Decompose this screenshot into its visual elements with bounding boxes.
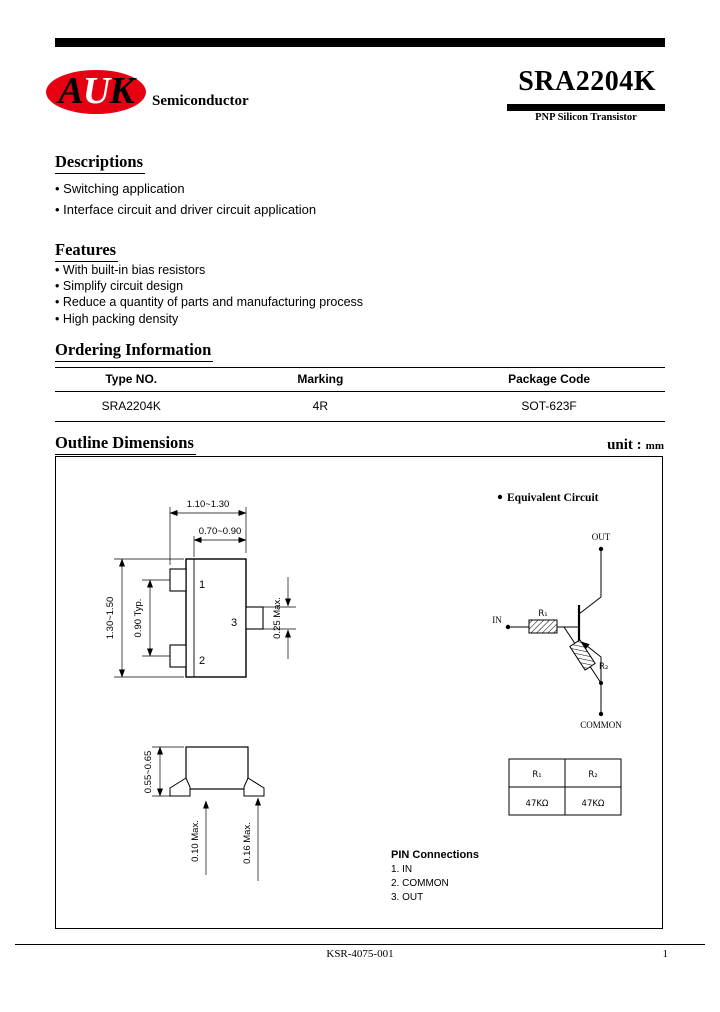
- rtable-value-r1: 47KΩ: [525, 799, 549, 809]
- out-terminal-dot: [599, 547, 603, 551]
- ordering-table: [55, 367, 665, 422]
- in-terminal-dot: [506, 625, 510, 629]
- common-terminal-label: COMMON: [580, 720, 622, 730]
- feature-item: • Simplify circuit design: [55, 278, 363, 294]
- part-type: PNP Silicon Transistor: [535, 112, 637, 123]
- equivalent-circuit-title: Equivalent Circuit: [507, 492, 599, 504]
- footer-rule: [15, 944, 705, 945]
- description-item: • Switching application: [55, 178, 316, 199]
- resistor-r2-label: R₂: [599, 662, 609, 672]
- ordering-header-row: [55, 368, 665, 392]
- pin3-number: 3: [230, 617, 238, 629]
- logo-letter-u: U: [82, 70, 110, 112]
- resistor-r1-label: R₁: [538, 609, 548, 619]
- feature-item: • Reduce a quantity of parts and manufacturing process: [55, 294, 363, 310]
- side-left-lead: [170, 778, 190, 796]
- descriptions-list: [55, 178, 316, 220]
- features-list: [55, 262, 363, 327]
- outline-drawing-box: [55, 456, 663, 929]
- dim-left-inner: 0.90 Typ.: [133, 598, 144, 638]
- ordering-data-row: [55, 392, 665, 422]
- outline-drawing: [56, 457, 662, 928]
- company-name: Semiconductor: [152, 93, 249, 109]
- logo-letter-k: K: [109, 70, 134, 112]
- side-right-lead: [244, 778, 264, 796]
- feature-item: • With built-in bias resistors: [55, 262, 363, 278]
- in-terminal-label: IN: [492, 615, 502, 625]
- dim-pin-width: 0.25 Max.: [272, 597, 283, 639]
- part-number-rule: [507, 104, 665, 111]
- out-terminal-label: OUT: [591, 532, 611, 542]
- ordering-marking-value: 4R: [208, 392, 434, 422]
- package-side-view: [170, 747, 264, 796]
- logo-letter-a: A: [58, 70, 83, 112]
- rtable-header-r2: R₂: [588, 770, 598, 780]
- dim-left-outer: 1.30~1.50: [105, 596, 116, 640]
- pin2-number: 2: [198, 655, 206, 667]
- resistor-r1: [529, 620, 557, 633]
- descriptions-heading: Descriptions: [55, 152, 145, 174]
- dim-lead-thickness: 0.10 Max.: [190, 820, 201, 862]
- common-terminal-dot: [599, 712, 603, 716]
- resistor-r2: [570, 640, 595, 670]
- pin-connection-item: 2. COMMON: [391, 878, 449, 889]
- footer-doc-number: KSR-4075-001: [326, 948, 394, 960]
- rtable-value-r2: 47KΩ: [581, 799, 605, 809]
- dim-top-inner: 0.70~0.90: [198, 526, 242, 537]
- pin3-lead: [246, 607, 263, 629]
- pin2-lead: [170, 645, 186, 667]
- pin-connection-item: 1. IN: [391, 864, 413, 875]
- ordering-header-type: Type NO.: [55, 368, 208, 392]
- circuit-title-bullet: [498, 495, 502, 499]
- footer-page-number: 1: [662, 948, 668, 960]
- outline-heading: Outline Dimensions: [55, 433, 196, 455]
- unit-note: [607, 436, 664, 454]
- pin-connection-item: 3. OUT: [391, 892, 424, 903]
- side-body: [186, 747, 248, 789]
- package-top-view: [170, 559, 263, 677]
- header-rule: [55, 38, 665, 47]
- ordering-header-package: Package Code: [433, 368, 665, 392]
- description-item: • Interface circuit and driver circuit application: [55, 199, 316, 220]
- part-number: SRA2204K: [518, 66, 656, 97]
- pin-connections-title: PIN Connections: [391, 849, 480, 861]
- dim-side-height: 0.55~0.65: [143, 750, 154, 794]
- features-heading: Features: [55, 240, 118, 262]
- dim-top-outer: 1.10~1.30: [186, 499, 230, 510]
- dim-standoff: 0.16 Max.: [242, 822, 253, 864]
- ordering-heading: Ordering Information: [55, 340, 213, 362]
- junction-dot: [599, 681, 603, 685]
- pin1-number: 1: [198, 579, 206, 591]
- auk-logo: [46, 66, 150, 116]
- unit-value: mm: [645, 440, 664, 452]
- ordering-header-marking: Marking: [208, 368, 434, 392]
- ordering-type-value: SRA2204K: [55, 392, 208, 422]
- unit-label: unit :: [607, 437, 642, 453]
- feature-item: • High packing density: [55, 311, 363, 327]
- logo-text: [46, 66, 146, 116]
- resistor-r2-group: [570, 640, 595, 670]
- ordering-package-value: SOT-623F: [433, 392, 665, 422]
- rtable-header-r1: R₁: [532, 770, 542, 780]
- pin1-lead: [170, 569, 186, 591]
